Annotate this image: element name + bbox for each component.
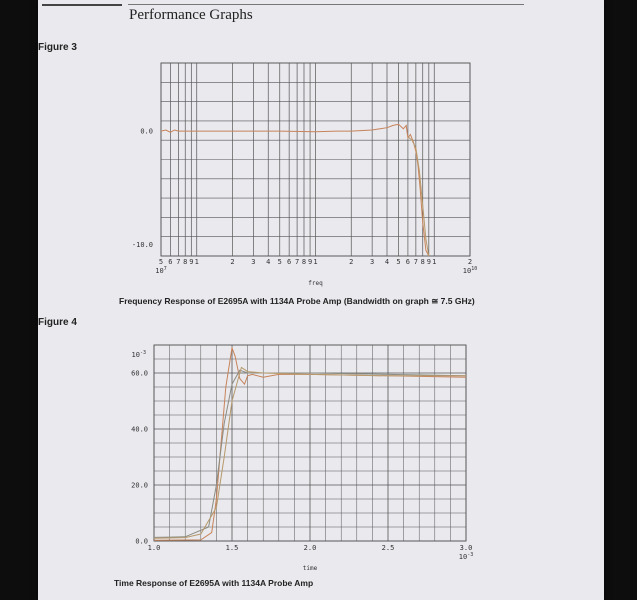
x-tick-label: 8 xyxy=(301,258,307,266)
figure3-caption: Frequency Response of E2695A with 1134A Probe Amp (Bandwidth on graph ≅ 7.5 GHz) xyxy=(119,296,475,306)
y-tick-label: 20.0 xyxy=(131,481,148,490)
x-tick-label: 4 xyxy=(266,258,271,266)
x-tick-label: 2 xyxy=(467,258,473,266)
x-axis-label: freq xyxy=(308,280,323,287)
figure3-label: Figure 3 xyxy=(38,42,77,53)
x-exponent-label: $10^7$ xyxy=(155,266,167,275)
x-tick-label: 6 xyxy=(405,258,411,266)
x-tick-label: 6 xyxy=(287,258,292,266)
y-tick-label: 40.0 xyxy=(131,425,148,434)
x-tick-label: 1 xyxy=(313,258,318,266)
x-tick-label: 5 xyxy=(277,258,282,266)
x-tick-label: 8 xyxy=(183,258,188,266)
x-tick-label: 9 xyxy=(426,258,431,266)
x-tick-label: 4 xyxy=(384,258,390,266)
x-exponent-label: $10^{-3}$ xyxy=(458,552,474,561)
x-tick-label: 5 xyxy=(158,258,164,266)
x-exponent-label: $10^{10}$ xyxy=(462,266,478,275)
x-tick-label: 7 xyxy=(294,258,300,266)
x-tick-label: 3 xyxy=(251,258,256,266)
x-tick-label: 7 xyxy=(176,258,181,266)
x-tick-label: 5 xyxy=(396,258,401,266)
x-tick-label: 7 xyxy=(413,258,418,266)
x-tick-label: 6 xyxy=(168,258,173,266)
x-tick-label: 3.0 xyxy=(459,544,473,552)
y-tick-label: 60.0 xyxy=(131,369,148,378)
x-tick-label: 8 xyxy=(420,258,425,266)
x-tick-label: 1.0 xyxy=(147,544,161,552)
x-tick-label: 9 xyxy=(307,258,313,266)
x-tick-label: 3 xyxy=(370,258,375,266)
x-tick-label: 1 xyxy=(194,258,199,266)
figure4-label: Figure 4 xyxy=(38,317,77,328)
x-tick-label: 1.5 xyxy=(225,544,239,552)
x-tick-label: 2.0 xyxy=(303,544,317,552)
x-tick-label: 2 xyxy=(349,258,354,266)
y-tick-label: 0.0 xyxy=(135,537,148,546)
x-tick-label: 2 xyxy=(230,258,235,266)
y-exponent-label: $10^{-3}$ xyxy=(131,350,146,359)
page-title: Performance Graphs xyxy=(129,7,253,23)
y-tick-label: 0.0 xyxy=(140,127,153,136)
x-tick-label: 9 xyxy=(189,258,194,266)
x-tick-label: 1 xyxy=(432,258,437,266)
figure4-caption: Time Response of E2695A with 1134A Probe Amp xyxy=(114,578,314,588)
y-tick-label: -10.0 xyxy=(131,241,153,250)
x-tick-label: 2.5 xyxy=(381,544,395,552)
x-axis-label: time xyxy=(302,565,318,572)
